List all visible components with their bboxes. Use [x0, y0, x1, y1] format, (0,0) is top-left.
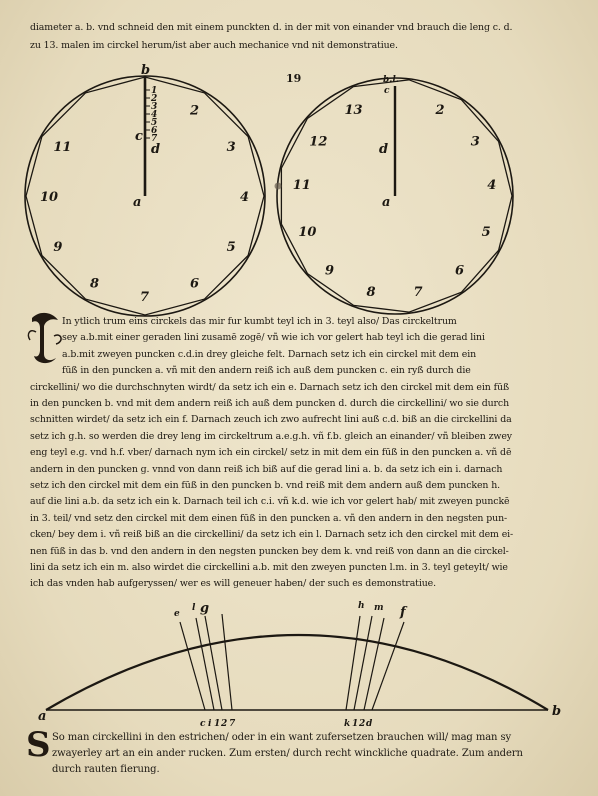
arc-bottom-d: d — [366, 719, 373, 729]
paragraph-line: andern in den puncken g. vnnd von dann reiß ich biß auf die gerad lini a. b. da setz ich ein i. darnach — [30, 463, 503, 475]
arc-bottom-c: c — [200, 719, 206, 729]
paragraph-line: circkellini/ wo die durchschnyten wirdt/ da setz ich ein e. Darnach setz ich den circkel mit dem ein fūß — [30, 381, 510, 393]
left-circle-figure — [25, 63, 265, 316]
ink-spot — [275, 183, 282, 190]
scale-mark-2: 2 — [151, 94, 158, 104]
right-number-11: 11 — [292, 178, 311, 194]
scale-mark-4: 4 — [151, 110, 158, 120]
paragraph-line: sey a.b.mit einer geraden lini zusamē zogē/ vñ wie ich vor gelert hab teyl ich die gerad lini — [62, 332, 485, 344]
circle-figures — [0, 0, 598, 330]
left-number-4: 4 — [240, 190, 250, 205]
paragraph-line: eng teyl e.g. vnd h.f. vber/ darnach nym ich ein circkel/ setz in mit dem ein fūß in den puncken a. vñ dē — [30, 447, 512, 459]
initial-ornament-icon — [26, 310, 66, 366]
right-circle-figure — [277, 75, 513, 314]
header-line-1: diameter a. b. vnd schneid den mit einem punckten d. in der mit von einander vnd brauch die leng c. d. — [30, 22, 513, 33]
arc-bottom-k: k — [344, 719, 351, 729]
paragraph-line: a.b.mit zweyen puncken c.d.in drey gleiche felt. Darnach setz ich ein circkel mit dem ein — [62, 348, 477, 360]
page-number: 19 — [286, 72, 302, 85]
arc-right-end-label: b — [552, 704, 562, 719]
arc-label-h: h — [358, 601, 365, 611]
paragraph-line: nen fūß in das b. vnd den andern in den negsten puncken bey dem k. vnd reiß von dann an die circkel- — [30, 545, 509, 557]
arc-bottom-1: 1 — [214, 719, 221, 729]
left-number-8: 8 — [90, 276, 100, 292]
arc-label-f: f — [400, 605, 406, 620]
arc-bottom-r2: 2 — [359, 719, 366, 729]
closing-line: So man circkellini in den estrichen/ oder in ein want zufersetzen brauchen will/ mag man sy — [52, 732, 512, 743]
paragraph-line: auf die lini a.b. da setz ich ein k. Darnach teil ich c.i. vñ k.d. wie ich vor gelert hab/ mit zweyen punckē — [30, 496, 510, 508]
arc-left-end-label: a — [38, 709, 47, 724]
left-d-label: d — [151, 142, 161, 157]
left-number-5: 5 — [226, 240, 236, 255]
right-number-12: 12 — [309, 134, 328, 150]
paragraph-line: setz ich g.h. so werden die drey leng im circkeltrum a.e.g.h. vñ f.b. gleich an einander/ vñ bleiben zwey — [30, 430, 512, 442]
left-top-label: b — [141, 63, 151, 78]
arc-bottom-i: i — [208, 719, 212, 729]
left-number-7: 7 — [140, 290, 150, 305]
paragraph-line: in den puncken b. vnd mit dem andern reiß ich auß dem puncken d. durch die circkellini/ wo sie durch — [30, 398, 510, 409]
right-d-label: d — [379, 142, 389, 157]
scale-mark-6: 6 — [151, 126, 158, 136]
arc-bottom-7: 7 — [229, 719, 236, 729]
left-number-6: 6 — [190, 276, 200, 292]
paragraph-line: In ytlich trum eins circkels das mir fur kumbt teyl ich in 3. teyl also/ Das circkeltrum — [62, 316, 457, 327]
left-number-9: 9 — [53, 240, 63, 255]
paragraph-line: lini da setz ich ein m. also wirdet die circkellini a.b. mit den zweyen puncten l.m. in 3. teyl geteylt/ wie — [30, 562, 508, 573]
right-number-6: 6 — [455, 263, 465, 279]
right-number-10: 10 — [298, 224, 317, 240]
closing-line: zwayerley art an ein ander rucken. Zum ersten/ durch recht winckliche quadrate. Zum andern — [52, 748, 523, 759]
right-number-2: 2 — [435, 103, 445, 119]
left-c-label: c — [135, 129, 143, 144]
right-number-7: 7 — [413, 285, 423, 301]
scale-mark-7: 7 — [151, 134, 158, 144]
right-number-8: 8 — [366, 285, 376, 301]
right-number-13: 13 — [344, 103, 363, 119]
closing-line: durch rauten fierung. — [52, 764, 160, 775]
paragraph-line: schnitten wirdet/ da setz ich ein f. Darnach zeuch ich zwo aufrecht lini auß c.d. biß an die circkellini da — [30, 414, 512, 426]
right-number-3: 3 — [470, 134, 480, 150]
right-number-9: 9 — [325, 263, 335, 279]
arc-label-e: e — [174, 609, 180, 619]
decorated-initial — [26, 310, 66, 366]
right-top-label: b.l. — [383, 75, 399, 85]
paragraph-line: in 3. teil/ vnd setz den circkel mit dem einen fūß in den puncken a. vñ den andern in den negsten pun- — [30, 512, 508, 524]
header-line-2: zu 13. malen im circkel herum/ist aber auch mechanice vnd nit demonstratiue. — [30, 40, 398, 51]
left-number-3: 3 — [226, 140, 236, 155]
arc-label-m: m — [374, 603, 384, 613]
left-number-10: 10 — [40, 190, 59, 205]
paragraph-line: setz ich den circkel mit dem ein fūß in den puncken b. vnd reiß mit dem andern auß dem puncken h. — [30, 480, 501, 491]
left-center-label: a — [133, 195, 142, 210]
right-number-5: 5 — [481, 224, 491, 240]
scale-mark-1: 1 — [151, 86, 158, 96]
closing-initial: S — [26, 725, 51, 765]
arc-figure — [0, 600, 598, 730]
paragraph-line: fūß in den puncken a. vñ mit den andern reiß ich auß dem puncken c. ein ryß durch die — [62, 365, 471, 377]
arc-label-g: g — [200, 601, 210, 616]
arc-bottom-2: 2 — [221, 719, 228, 729]
left-number-2: 2 — [190, 103, 200, 119]
right-c-label: c — [384, 86, 390, 96]
right-number-4: 4 — [487, 178, 497, 194]
paragraph-line: ich das vnden hab aufgeryssen/ wer es will geneuer haben/ der such es demonstratiue. — [30, 578, 437, 590]
paragraph-line: cken/ bey dem i. vñ reiß biß an die circkellini/ da setz ich ein l. Darnach setz ich den circkel mit dem ei- — [30, 529, 514, 541]
right-center-label: a — [382, 195, 391, 210]
scale-mark-5: 5 — [151, 118, 158, 128]
arc-bottom-r1: 1 — [352, 719, 359, 729]
arc-label-l: l — [192, 603, 196, 613]
left-number-11: 11 — [53, 140, 72, 155]
scale-mark-3: 3 — [151, 102, 158, 112]
